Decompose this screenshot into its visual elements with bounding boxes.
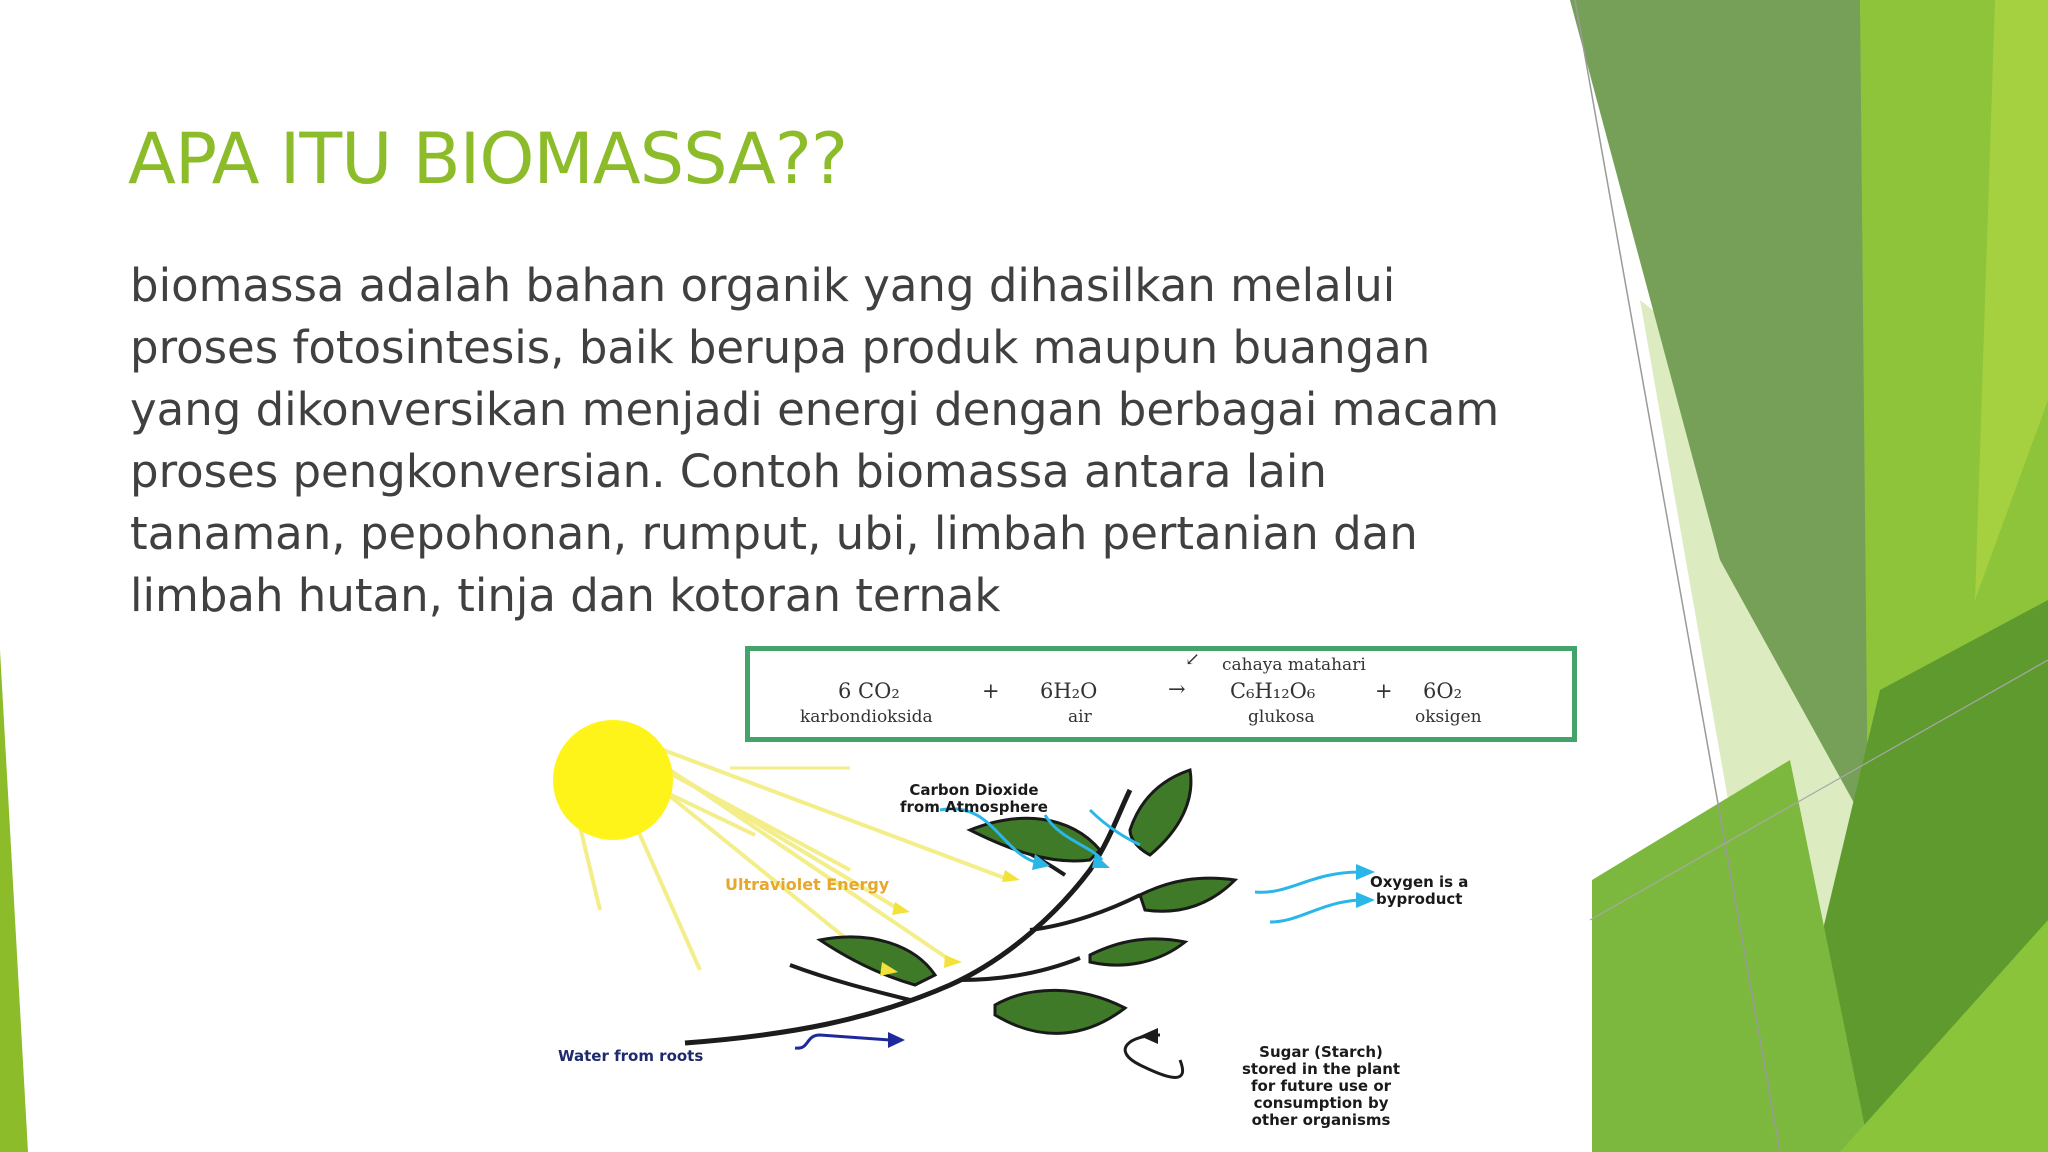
uv-arrowhead [892,902,910,915]
oxygen-label [1370,874,1468,908]
water-arrowhead [888,1032,905,1048]
sugar-label-line: Sugar (Starch) [1259,1043,1383,1061]
sugar-label-line: consumption by [1253,1094,1389,1112]
product-glucose: C₆H₁₂O₆ [1230,679,1316,703]
sugar-label [1242,1044,1400,1129]
uv-arrowhead [944,955,962,968]
catalyst-label: cahaya matahari [1222,655,1366,675]
co2-label-line: from Atmosphere [900,798,1048,816]
water-label: Water from roots [558,1047,704,1065]
plant-leaf [820,937,935,985]
plant-branch [1030,895,1140,930]
plant-leaf [1090,939,1185,965]
uv-label: Ultraviolet Energy [725,875,890,894]
reactant-co2: 6 CO₂ [838,679,900,703]
reaction-arrow: → [1168,677,1186,701]
photosynthesis-equation [745,646,1577,742]
plus-sign: + [1375,679,1393,703]
water-name: air [1068,707,1092,727]
plant-leaf [1140,878,1235,911]
photosynthesis-diagram [490,640,1600,1152]
uv-arrowhead [1002,870,1020,882]
sun [553,720,673,840]
sugar-arrowhead [1140,1028,1158,1044]
sugar-label-line: other organisms [1251,1111,1391,1129]
co2-label-line: Carbon Dioxide [909,781,1039,799]
co2-name: karbondioksida [800,707,933,727]
water-arrow [795,1035,890,1048]
reactant-water: 6H₂O [1040,679,1098,703]
oxygen-arrow [1270,900,1360,922]
product-oxygen: 6O₂ [1423,679,1462,703]
sugar-label-line: for future use or [1251,1077,1392,1095]
oxygen-label-line: Oxygen is a [1370,873,1469,891]
co2-label [900,782,1048,816]
plant-leaf [1130,770,1191,855]
oxygen-label-line: byproduct [1376,890,1463,908]
plus-sign: + [982,679,1000,703]
plant-leaf [995,990,1125,1033]
sugar-label-line: stored in the plant [1242,1060,1401,1078]
slide-body-text: biomassa adalah bahan organik yang dihasilkan melalui proses fotosintesis, baik berupa produk maupun buangan yang dikonversikan menjadi energi dengan berbagai macam proses pengkonversian. Contoh biomassa antara lain tanaman, pepohonan, rumput, ubi, limbah pertanian dan limbah hutan, tinja dan kotoran ternak [130,259,1500,622]
slide-title: APA ITU BIOMASSA?? [128,118,848,200]
catalyst-pointer: ↙ [1185,649,1201,670]
oxygen-name: oksigen [1415,707,1482,727]
deco-left-wedge [0,650,28,1152]
glucose-name: glukosa [1248,707,1315,727]
oxygen-arrow [1255,872,1360,892]
